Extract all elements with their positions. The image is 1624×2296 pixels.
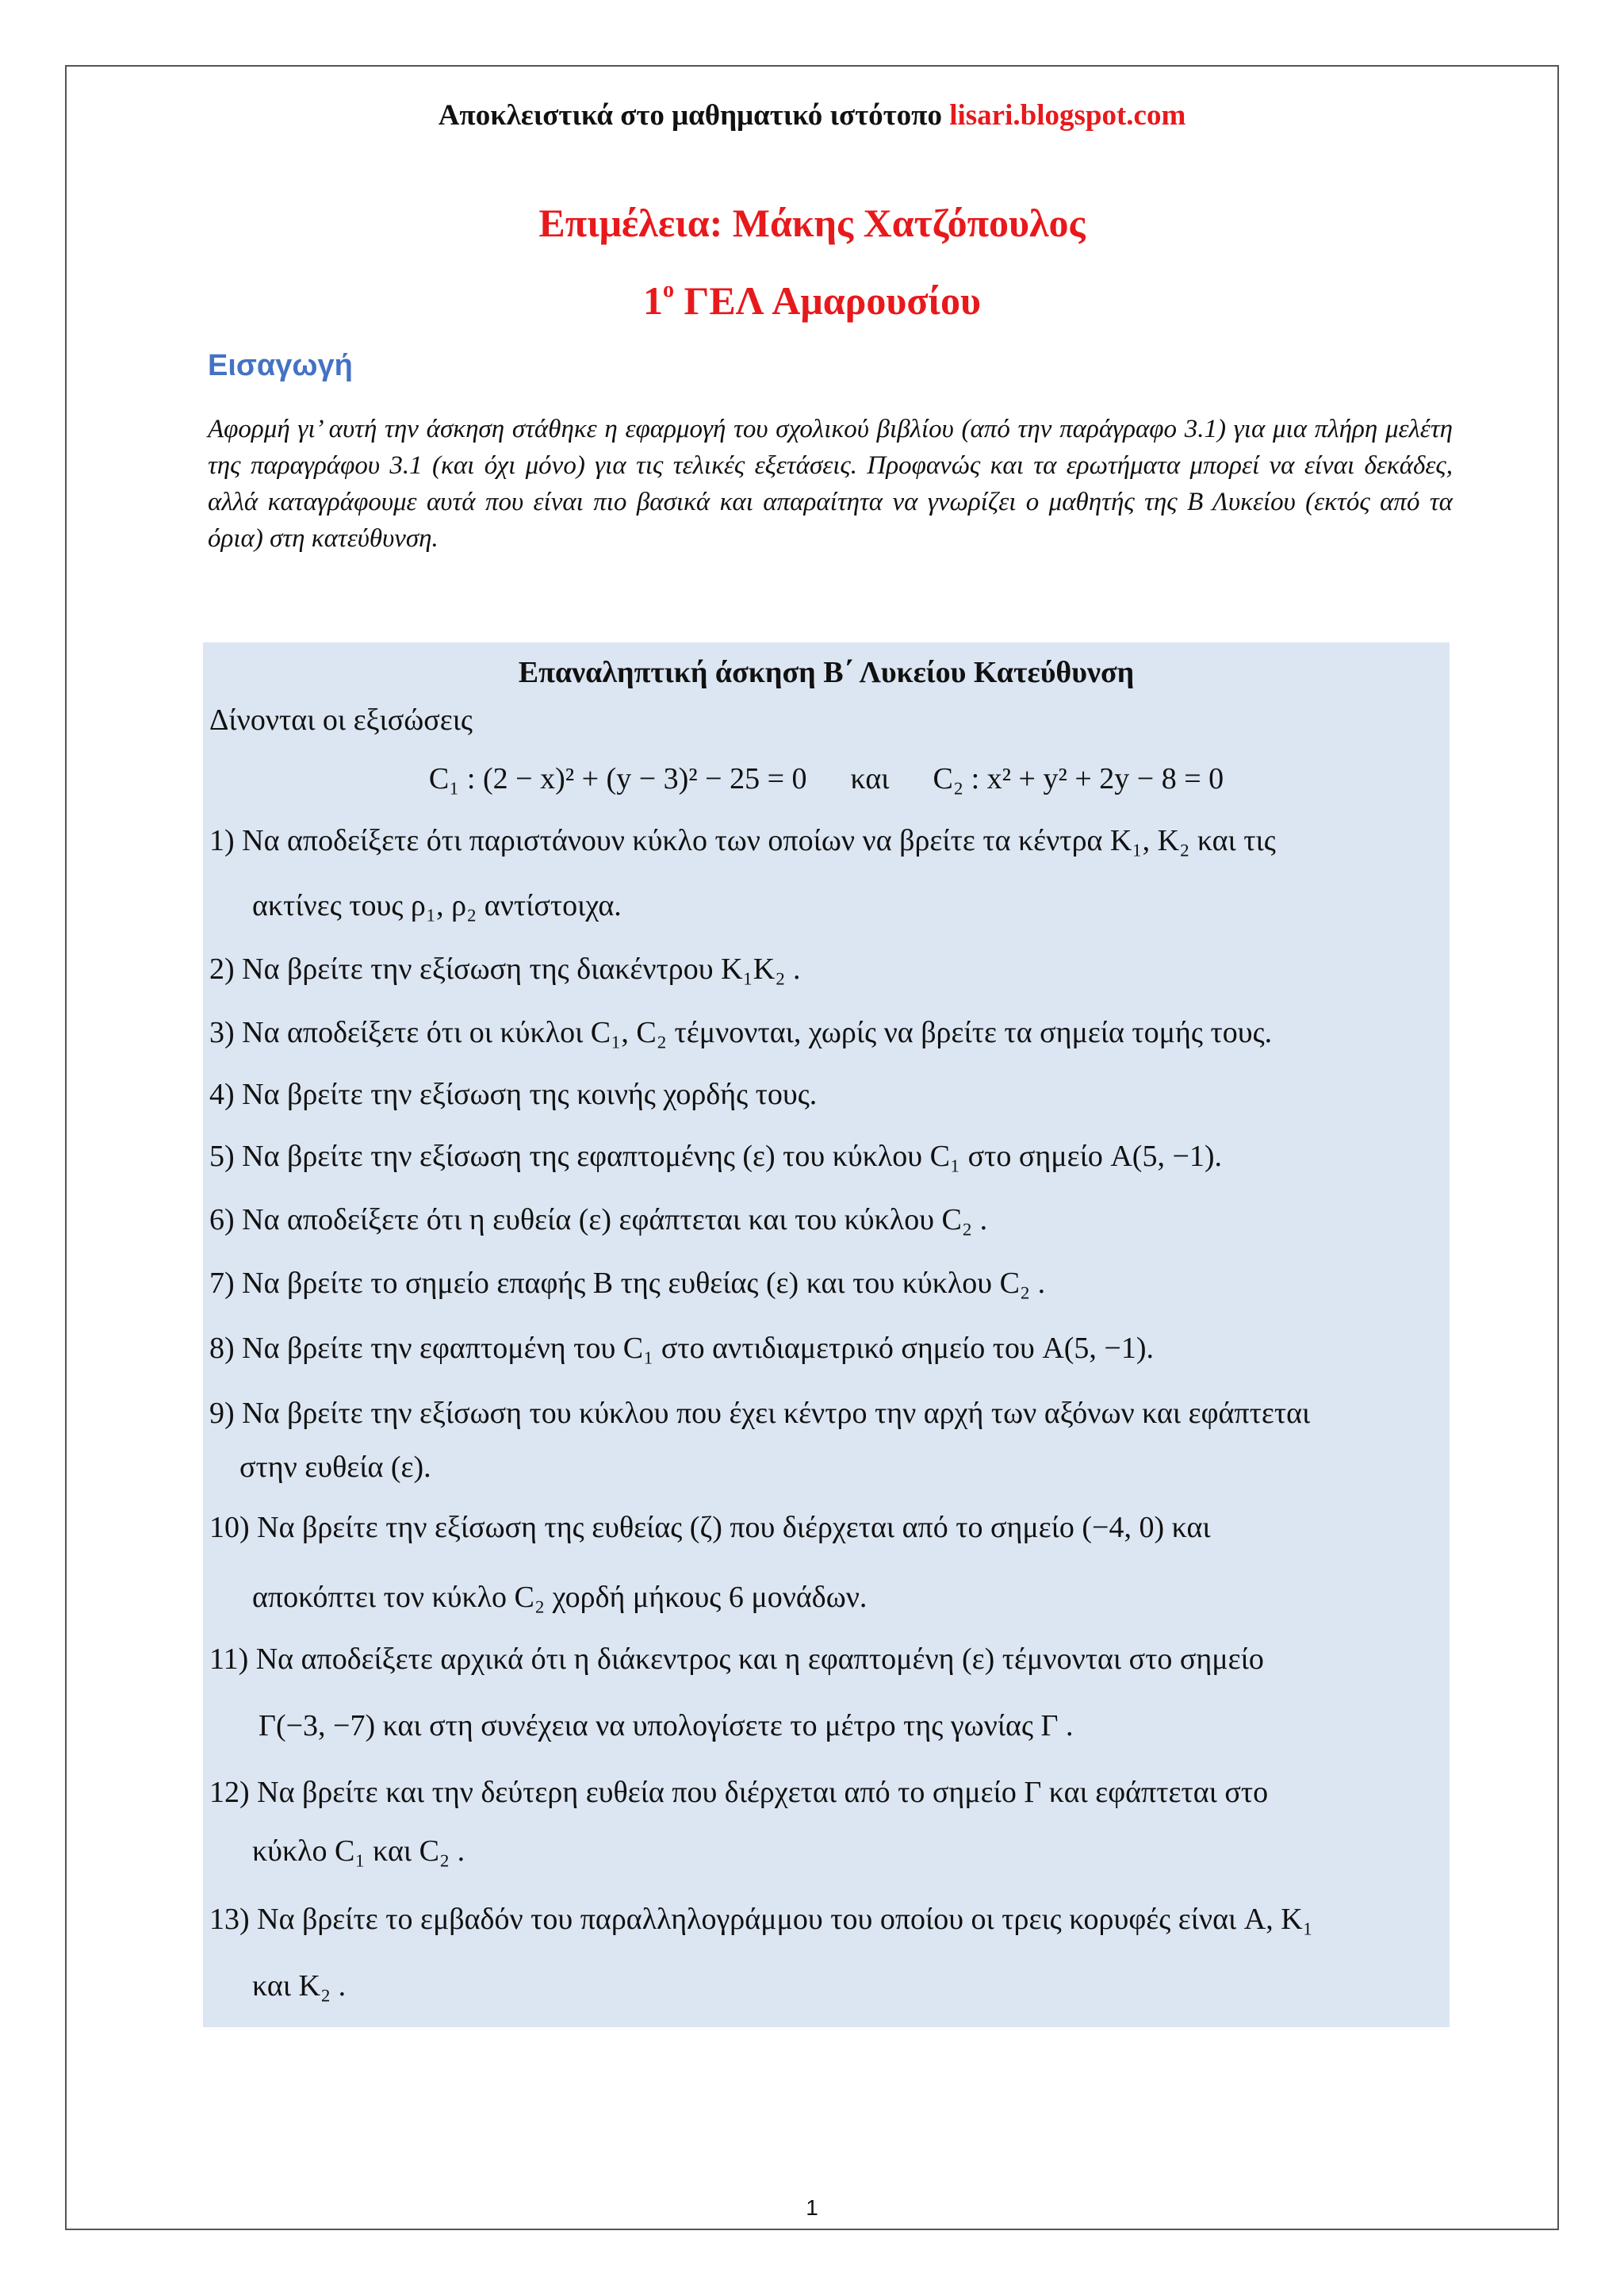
question-9-cont: στην ευθεία (ε). — [239, 1451, 431, 1484]
question-1: 1) Να αποδείξετε ότι παριστάνουν κύκλο των οποίων να βρείτε τα κέντρα K₁, K₂ και τις — [209, 824, 1276, 857]
exercise-box — [203, 642, 1450, 2027]
header-site-link[interactable]: lisari.blogspot.com — [949, 99, 1186, 132]
question-12: 12) Να βρείτε και την δεύτερη ευθεία που διέρχεται από το σημείο Γ και εφάπτεται στο — [209, 1776, 1269, 1809]
question-8: 8) Να βρείτε την εφαπτομένη του C₁ στο αντιδιαμετρικό σημείο του A(5, −1). — [209, 1332, 1155, 1365]
question-13-cont: και K₂ . — [252, 1969, 347, 2003]
question-3: 3) Να αποδείξετε ότι οι κύκλοι C₁, C₂ τέμνονται, χωρίς να βρείτε τα σημεία τομής τους. — [209, 1016, 1273, 1049]
question-4: 4) Να βρείτε την εξίσωση της κοινής χορδής τους. — [209, 1078, 818, 1111]
school-ordinal: ο — [663, 278, 675, 302]
exercise-given: Δίνονται οι εξισώσεις — [209, 703, 473, 737]
school-title — [0, 278, 1624, 324]
intro-paragraph: Αφορμή γι’ αυτή την άσκηση στάθηκε η εφαρμογή του σχολικού βιβλίου (από την παράγραφο 3.1) για μια πλήρη μελέτη της παραγράφου 3.1 (και όχι μόνο) για τις τελικές εξετάσεις. Προφανώς και τα ερωτήματα μπορεί να είναι δεκάδες, αλλά καταγράφουμε αυτά που είναι πιο βασικά και απαραίτητα να γνωρίζει ο μαθητής της Β Λυκείου (εκτός από τα όρια) στη κατεύθυνση. — [208, 415, 1453, 553]
question-7: 7) Να βρείτε το σημείο επαφής Β της ευθείας (ε) και του κύκλου C₂ . — [209, 1267, 1046, 1300]
question-6: 6) Να αποδείξετε ότι η ευθεία (ε) εφάπτεται και του κύκλου C₂ . — [209, 1203, 988, 1236]
question-11: 11) Να αποδείξετε αρχικά ότι η διάκεντρος και η εφαπτομένη (ε) τέμνονται στο σημείο — [209, 1642, 1264, 1676]
page-header — [0, 98, 1624, 132]
question-2: 2) Να βρείτε την εξίσωση της διακέντρου K₁K₂ . — [209, 953, 801, 986]
equation-c2: C₂ : x² + y² + 2y − 8 = 0 — [933, 762, 1224, 795]
question-9: 9) Να βρείτε την εξίσωση του κύκλου που έχει κέντρο την αρχή των αξόνων και εφάπτεται — [209, 1397, 1311, 1430]
header-prefix: Αποκλειστικά στο μαθηματικό ιστότοπο — [438, 99, 950, 132]
question-11-cont: Γ(−3, −7) και στη συνέχεια να υπολογίσετε το μέτρο της γωνίας Γ . — [259, 1709, 1074, 1742]
equation-and: και — [850, 762, 890, 795]
exercise-title: Επαναληπτική άσκηση Β΄ Λυκείου Κατεύθυνση — [518, 656, 1135, 689]
page-number: 1 — [806, 2195, 818, 2220]
question-12-cont: κύκλο C₁ και C₂ . — [252, 1834, 465, 1868]
equations-line — [203, 761, 1450, 796]
question-10-cont: αποκόπτει τον κύκλο C₂ χορδή μήκους 6 μονάδων. — [252, 1581, 868, 1614]
intro-heading: Εισαγωγή — [208, 349, 353, 382]
author-title: Επιμέλεια: Μάκης Χατζόπουλος — [538, 201, 1086, 245]
question-10: 10) Να βρείτε την εξίσωση της ευθείας (ζ) που διέρχεται από το σημείο (−4, 0) και — [209, 1511, 1211, 1544]
question-13: 13) Να βρείτε το εμβαδόν του παραλληλογράμμου του οποίου οι τρεις κορυφές είναι A, K₁ — [209, 1903, 1313, 1936]
question-5: 5) Να βρείτε την εξίσωση της εφαπτομένης (ε) του κύκλου C₁ στο σημείο A(5, −1). — [209, 1140, 1223, 1173]
school-name: ΓΕΛ Αμαρουσίου — [674, 278, 981, 323]
school-number: 1 — [643, 278, 664, 323]
question-1-cont: ακτίνες τους ρ₁, ρ₂ αντίστοιχα. — [252, 889, 622, 922]
equation-c1: C₁ : (2 − x)² + (y − 3)² − 25 = 0 — [428, 762, 807, 795]
